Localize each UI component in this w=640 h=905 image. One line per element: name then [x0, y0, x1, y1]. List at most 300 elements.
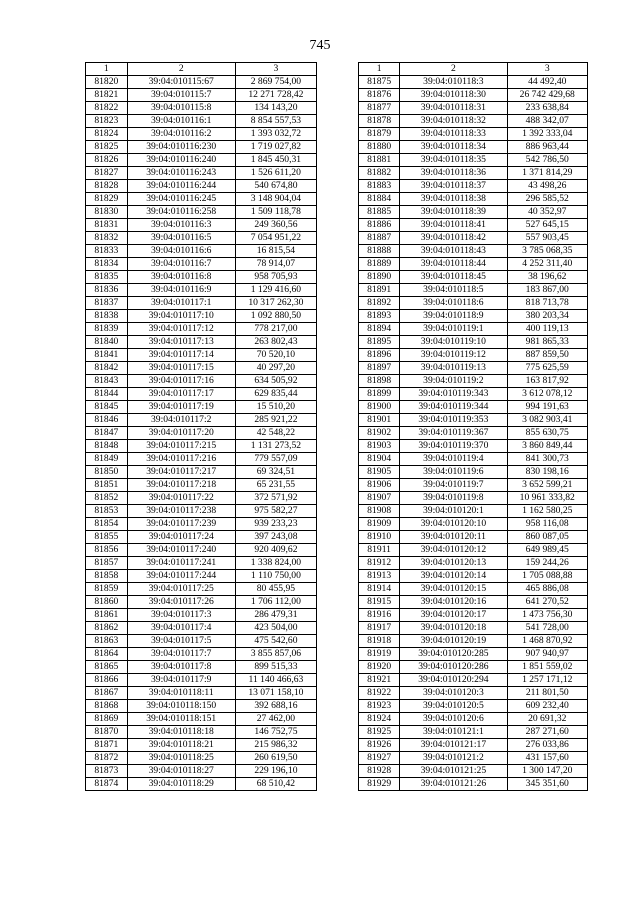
table-row: [359, 609, 588, 622]
row-number-cell: 81893: [359, 310, 400, 323]
row-number-cell: 81924: [359, 713, 400, 726]
table-row: [359, 271, 588, 284]
column-header-1: 1: [86, 63, 128, 76]
value-cell: 855 630,75: [507, 427, 587, 440]
table-row: [86, 648, 317, 661]
cadastral-number-cell: 39:04:010118:151: [127, 713, 235, 726]
row-number-cell: 81926: [359, 739, 400, 752]
row-number-cell: 81834: [86, 258, 128, 271]
table-row: [359, 401, 588, 414]
cadastral-number-cell: 39:04:010117:2: [127, 414, 235, 427]
row-number-cell: 81912: [359, 557, 400, 570]
table-row: [359, 284, 588, 297]
cadastral-number-cell: 39:04:010121:17: [400, 739, 507, 752]
row-number-cell: 81929: [359, 778, 400, 791]
table-row: [86, 440, 317, 453]
value-cell: 159 244,26: [507, 557, 587, 570]
table-row: [86, 375, 317, 388]
table-row: [86, 622, 317, 635]
value-cell: 146 752,75: [235, 726, 316, 739]
row-number-cell: 81842: [86, 362, 128, 375]
table-row: [359, 180, 588, 193]
table-row: [86, 661, 317, 674]
row-number-cell: 81877: [359, 102, 400, 115]
column-header-1: 1: [359, 63, 400, 76]
value-cell: 345 351,60: [507, 778, 587, 791]
value-cell: 276 033,86: [507, 739, 587, 752]
value-cell: 1 092 880,50: [235, 310, 316, 323]
table-row: [359, 141, 588, 154]
value-cell: 40 297,20: [235, 362, 316, 375]
table-row: [359, 362, 588, 375]
table-row: [86, 362, 317, 375]
table-row: [86, 453, 317, 466]
cadastral-number-cell: 39:04:010117:1: [127, 297, 235, 310]
row-number-cell: 81872: [86, 752, 128, 765]
cadastral-number-cell: 39:04:010118:39: [400, 206, 507, 219]
value-cell: 80 455,95: [235, 583, 316, 596]
value-cell: 397 243,08: [235, 531, 316, 544]
cadastral-number-cell: 39:04:010117:217: [127, 466, 235, 479]
cadastral-number-cell: 39:04:010117:10: [127, 310, 235, 323]
value-cell: 860 087,05: [507, 531, 587, 544]
cadastral-number-cell: 39:04:010116:230: [127, 141, 235, 154]
table-row: [86, 609, 317, 622]
table-row: [86, 635, 317, 648]
value-cell: 1 392 333,04: [507, 128, 587, 141]
row-number-cell: 81869: [86, 713, 128, 726]
table-row: [86, 765, 317, 778]
row-number-cell: 81879: [359, 128, 400, 141]
table-row: [359, 193, 588, 206]
cadastral-number-cell: 39:04:010118:45: [400, 271, 507, 284]
cadastral-number-cell: 39:04:010120:15: [400, 583, 507, 596]
table-row: [86, 674, 317, 687]
value-cell: 3 082 903,41: [507, 414, 587, 427]
value-cell: 183 867,00: [507, 284, 587, 297]
row-number-cell: 81915: [359, 596, 400, 609]
cadastral-number-cell: 39:04:010116:7: [127, 258, 235, 271]
value-cell: 400 119,13: [507, 323, 587, 336]
value-cell: 3 612 078,12: [507, 388, 587, 401]
table-row: [359, 466, 588, 479]
value-cell: 38 196,62: [507, 271, 587, 284]
row-number-cell: 81891: [359, 284, 400, 297]
row-number-cell: 81887: [359, 232, 400, 245]
value-cell: 44 492,40: [507, 76, 587, 89]
row-number-cell: 81925: [359, 726, 400, 739]
cadastral-number-cell: 39:04:010119:6: [400, 466, 507, 479]
table-row: [86, 271, 317, 284]
row-number-cell: 81859: [86, 583, 128, 596]
table-row: [359, 752, 588, 765]
row-number-cell: 81846: [86, 414, 128, 427]
table-row: [86, 297, 317, 310]
row-number-cell: 81904: [359, 453, 400, 466]
table-row: [359, 414, 588, 427]
cadastral-number-cell: 39:04:010118:27: [127, 765, 235, 778]
value-cell: 7 054 951,22: [235, 232, 316, 245]
value-cell: 629 835,44: [235, 388, 316, 401]
row-number-cell: 81867: [86, 687, 128, 700]
cadastral-number-cell: 39:04:010119:4: [400, 453, 507, 466]
table-row: [86, 232, 317, 245]
value-cell: 1 851 559,02: [507, 661, 587, 674]
table-row: [86, 128, 317, 141]
row-number-cell: 81839: [86, 323, 128, 336]
row-number-cell: 81857: [86, 557, 128, 570]
row-number-cell: 81910: [359, 531, 400, 544]
row-number-cell: 81843: [86, 375, 128, 388]
cadastral-number-cell: 39:04:010119:10: [400, 336, 507, 349]
cadastral-number-cell: 39:04:010118:25: [127, 752, 235, 765]
cadastral-number-cell: 39:04:010120:19: [400, 635, 507, 648]
table-row: [359, 544, 588, 557]
cadastral-number-cell: 39:04:010119:370: [400, 440, 507, 453]
table-row: [359, 232, 588, 245]
value-cell: 641 270,52: [507, 596, 587, 609]
cadastral-number-cell: 39:04:010117:16: [127, 375, 235, 388]
cadastral-number-cell: 39:04:010118:41: [400, 219, 507, 232]
cadastral-number-cell: 39:04:010117:9: [127, 674, 235, 687]
cadastral-number-cell: 39:04:010116:9: [127, 284, 235, 297]
value-cell: 11 140 466,63: [235, 674, 316, 687]
row-number-cell: 81824: [86, 128, 128, 141]
cadastral-number-cell: 39:04:010118:38: [400, 193, 507, 206]
row-number-cell: 81927: [359, 752, 400, 765]
cadastral-number-cell: 39:04:010118:30: [400, 89, 507, 102]
row-number-cell: 81851: [86, 479, 128, 492]
value-cell: 2 869 754,00: [235, 76, 316, 89]
row-number-cell: 81870: [86, 726, 128, 739]
value-cell: 779 557,09: [235, 453, 316, 466]
table-row: [86, 570, 317, 583]
table-row: [359, 336, 588, 349]
table-row: [86, 323, 317, 336]
row-number-cell: 81922: [359, 687, 400, 700]
value-cell: 886 963,44: [507, 141, 587, 154]
cadastral-number-cell: 39:04:010117:216: [127, 453, 235, 466]
cadastral-number-cell: 39:04:010117:7: [127, 648, 235, 661]
cadastral-number-cell: 39:04:010120:16: [400, 596, 507, 609]
value-cell: 1 705 088,88: [507, 570, 587, 583]
table-row: [86, 479, 317, 492]
row-number-cell: 81898: [359, 375, 400, 388]
cadastral-number-cell: 39:04:010117:5: [127, 635, 235, 648]
cadastral-number-cell: 39:04:010117:14: [127, 349, 235, 362]
value-cell: 778 217,00: [235, 323, 316, 336]
cadastral-number-cell: 39:04:010119:344: [400, 401, 507, 414]
cadastral-number-cell: 39:04:010116:240: [127, 154, 235, 167]
row-number-cell: 81821: [86, 89, 128, 102]
row-number-cell: 81880: [359, 141, 400, 154]
value-cell: 1 371 814,29: [507, 167, 587, 180]
row-number-cell: 81838: [86, 310, 128, 323]
row-number-cell: 81828: [86, 180, 128, 193]
cadastral-number-cell: 39:04:010115:7: [127, 89, 235, 102]
cadastral-number-cell: 39:04:010117:19: [127, 401, 235, 414]
table-row: [86, 492, 317, 505]
cadastral-number-cell: 39:04:010119:8: [400, 492, 507, 505]
cadastral-number-cell: 39:04:010121:25: [400, 765, 507, 778]
value-cell: 13 071 158,10: [235, 687, 316, 700]
row-number-cell: 81889: [359, 258, 400, 271]
cadastral-number-cell: 39:04:010116:244: [127, 180, 235, 193]
table-row: [86, 336, 317, 349]
table-row: [86, 739, 317, 752]
cadastral-number-cell: 39:04:010118:5: [400, 284, 507, 297]
row-number-cell: 81845: [86, 401, 128, 414]
table-row: [359, 245, 588, 258]
cadastral-number-cell: 39:04:010117:24: [127, 531, 235, 544]
value-cell: 541 728,00: [507, 622, 587, 635]
row-number-cell: 81858: [86, 570, 128, 583]
value-cell: 260 619,50: [235, 752, 316, 765]
table-row: [86, 388, 317, 401]
table-row: [359, 713, 588, 726]
row-number-cell: 81874: [86, 778, 128, 791]
cadastral-number-cell: 39:04:010120:285: [400, 648, 507, 661]
row-number-cell: 81906: [359, 479, 400, 492]
page-number: 745: [309, 38, 331, 53]
value-cell: 1 162 580,25: [507, 505, 587, 518]
table-row: [86, 193, 317, 206]
cadastral-number-cell: 39:04:010119:12: [400, 349, 507, 362]
value-cell: 818 713,78: [507, 297, 587, 310]
table-row: [359, 505, 588, 518]
value-cell: 285 921,22: [235, 414, 316, 427]
table-row: [359, 596, 588, 609]
table-row: [86, 180, 317, 193]
row-number-cell: 81847: [86, 427, 128, 440]
value-cell: 3 860 849,44: [507, 440, 587, 453]
row-number-cell: 81849: [86, 453, 128, 466]
cadastral-number-cell: 39:04:010118:37: [400, 180, 507, 193]
value-cell: 609 232,40: [507, 700, 587, 713]
row-number-cell: 81848: [86, 440, 128, 453]
table-row: [86, 596, 317, 609]
table-row: [359, 310, 588, 323]
value-cell: 775 625,59: [507, 362, 587, 375]
row-number-cell: 81866: [86, 674, 128, 687]
cadastral-number-cell: 39:04:010118:31: [400, 102, 507, 115]
cadastral-number-cell: 39:04:010119:367: [400, 427, 507, 440]
table-header-row: [86, 63, 317, 76]
cadastral-number-cell: 39:04:010117:215: [127, 440, 235, 453]
value-cell: 16 815,54: [235, 245, 316, 258]
row-number-cell: 81911: [359, 544, 400, 557]
table-row: [359, 739, 588, 752]
cadastral-number-cell: 39:04:010119:1: [400, 323, 507, 336]
cadastral-number-cell: 39:04:010116:6: [127, 245, 235, 258]
value-cell: 542 786,50: [507, 154, 587, 167]
value-cell: 78 914,07: [235, 258, 316, 271]
row-number-cell: 81928: [359, 765, 400, 778]
value-cell: 372 571,92: [235, 492, 316, 505]
table-row: [359, 648, 588, 661]
table-row: [359, 258, 588, 271]
cadastral-number-cell: 39:04:010117:13: [127, 336, 235, 349]
row-number-cell: 81913: [359, 570, 400, 583]
table-row: [359, 570, 588, 583]
table-row: [359, 479, 588, 492]
row-number-cell: 81873: [86, 765, 128, 778]
table-row: [86, 518, 317, 531]
row-number-cell: 81895: [359, 336, 400, 349]
cadastral-number-cell: 39:04:010120:286: [400, 661, 507, 674]
value-cell: 465 886,08: [507, 583, 587, 596]
cadastral-number-cell: 39:04:010116:8: [127, 271, 235, 284]
cadastral-number-cell: 39:04:010117:12: [127, 323, 235, 336]
row-number-cell: 81919: [359, 648, 400, 661]
row-number-cell: 81833: [86, 245, 128, 258]
row-number-cell: 81865: [86, 661, 128, 674]
row-number-cell: 81862: [86, 622, 128, 635]
table-row: [359, 778, 588, 791]
value-cell: 1 473 756,30: [507, 609, 587, 622]
value-cell: 1 845 450,31: [235, 154, 316, 167]
row-number-cell: 81907: [359, 492, 400, 505]
row-number-cell: 81884: [359, 193, 400, 206]
row-number-cell: 81903: [359, 440, 400, 453]
table-row: [359, 687, 588, 700]
value-cell: 431 157,60: [507, 752, 587, 765]
row-number-cell: 81882: [359, 167, 400, 180]
cadastral-number-cell: 39:04:010117:238: [127, 505, 235, 518]
value-cell: 263 802,43: [235, 336, 316, 349]
row-number-cell: 81854: [86, 518, 128, 531]
cadastral-number-cell: 39:04:010118:43: [400, 245, 507, 258]
table-row: [359, 700, 588, 713]
value-cell: 20 691,32: [507, 713, 587, 726]
table-row: [86, 752, 317, 765]
cadastral-number-cell: 39:04:010117:241: [127, 557, 235, 570]
row-number-cell: 81905: [359, 466, 400, 479]
cadastral-number-cell: 39:04:010116:258: [127, 206, 235, 219]
cadastral-number-cell: 39:04:010115:67: [127, 76, 235, 89]
row-number-cell: 81840: [86, 336, 128, 349]
table-row: [359, 167, 588, 180]
row-number-cell: 81876: [359, 89, 400, 102]
cadastral-number-cell: 39:04:010120:12: [400, 544, 507, 557]
cadastral-number-cell: 39:04:010118:32: [400, 115, 507, 128]
value-cell: 488 342,07: [507, 115, 587, 128]
row-number-cell: 81916: [359, 609, 400, 622]
value-cell: 975 582,27: [235, 505, 316, 518]
value-cell: 841 300,73: [507, 453, 587, 466]
value-cell: 1 509 118,78: [235, 206, 316, 219]
register-table-right: [358, 62, 588, 791]
table-row: [86, 557, 317, 570]
row-number-cell: 81864: [86, 648, 128, 661]
value-cell: 233 638,84: [507, 102, 587, 115]
row-number-cell: 81850: [86, 466, 128, 479]
value-cell: 15 510,20: [235, 401, 316, 414]
row-number-cell: 81841: [86, 349, 128, 362]
value-cell: 958 116,08: [507, 518, 587, 531]
row-number-cell: 81826: [86, 154, 128, 167]
value-cell: 42 548,22: [235, 427, 316, 440]
cadastral-number-cell: 39:04:010116:245: [127, 193, 235, 206]
table-row: [86, 167, 317, 180]
table-row: [86, 700, 317, 713]
value-cell: 40 352,97: [507, 206, 587, 219]
value-cell: 43 498,26: [507, 180, 587, 193]
row-number-cell: 81871: [86, 739, 128, 752]
cadastral-number-cell: 39:04:010120:14: [400, 570, 507, 583]
column-header-3: 3: [235, 63, 316, 76]
value-cell: 215 986,32: [235, 739, 316, 752]
cadastral-number-cell: 39:04:010116:1: [127, 115, 235, 128]
cadastral-number-cell: 39:04:010120:5: [400, 700, 507, 713]
table-row: [359, 453, 588, 466]
value-cell: 12 271 728,42: [235, 89, 316, 102]
cadastral-number-cell: 39:04:010120:6: [400, 713, 507, 726]
row-number-cell: 81868: [86, 700, 128, 713]
row-number-cell: 81825: [86, 141, 128, 154]
value-cell: 1 526 611,20: [235, 167, 316, 180]
table-row: [359, 349, 588, 362]
row-number-cell: 81829: [86, 193, 128, 206]
table-row: [359, 154, 588, 167]
cadastral-number-cell: 39:04:010119:353: [400, 414, 507, 427]
cadastral-number-cell: 39:04:010118:21: [127, 739, 235, 752]
cadastral-number-cell: 39:04:010121:1: [400, 726, 507, 739]
value-cell: 920 409,62: [235, 544, 316, 557]
row-number-cell: 81844: [86, 388, 128, 401]
table-row: [359, 102, 588, 115]
value-cell: 163 817,92: [507, 375, 587, 388]
row-number-cell: 81853: [86, 505, 128, 518]
row-number-cell: 81894: [359, 323, 400, 336]
table-row: [86, 141, 317, 154]
cadastral-number-cell: 39:04:010117:25: [127, 583, 235, 596]
value-cell: 296 585,52: [507, 193, 587, 206]
table-row: [86, 76, 317, 89]
cadastral-number-cell: 39:04:010116:243: [127, 167, 235, 180]
value-cell: 286 479,31: [235, 609, 316, 622]
row-number-cell: 81827: [86, 167, 128, 180]
value-cell: 3 652 599,21: [507, 479, 587, 492]
cadastral-number-cell: 39:04:010117:26: [127, 596, 235, 609]
row-number-cell: 81890: [359, 271, 400, 284]
table-row: [359, 622, 588, 635]
register-table-left: [85, 62, 317, 791]
column-header-3: 3: [507, 63, 587, 76]
row-number-cell: 81881: [359, 154, 400, 167]
table-row: [359, 89, 588, 102]
value-cell: 1 110 750,00: [235, 570, 316, 583]
cadastral-number-cell: 39:04:010117:15: [127, 362, 235, 375]
column-header-2: 2: [127, 63, 235, 76]
cadastral-number-cell: 39:04:010119:343: [400, 388, 507, 401]
table-row: [86, 258, 317, 271]
value-cell: 69 324,51: [235, 466, 316, 479]
value-cell: 1 393 032,72: [235, 128, 316, 141]
cadastral-number-cell: 39:04:010121:26: [400, 778, 507, 791]
table-row: [86, 219, 317, 232]
row-number-cell: 81914: [359, 583, 400, 596]
table-row: [86, 284, 317, 297]
row-number-cell: 81860: [86, 596, 128, 609]
table-row: [359, 115, 588, 128]
table-row: [359, 557, 588, 570]
cadastral-number-cell: 39:04:010118:44: [400, 258, 507, 271]
cadastral-number-cell: 39:04:010118:3: [400, 76, 507, 89]
value-cell: 939 233,23: [235, 518, 316, 531]
table-row: [359, 219, 588, 232]
row-number-cell: 81901: [359, 414, 400, 427]
